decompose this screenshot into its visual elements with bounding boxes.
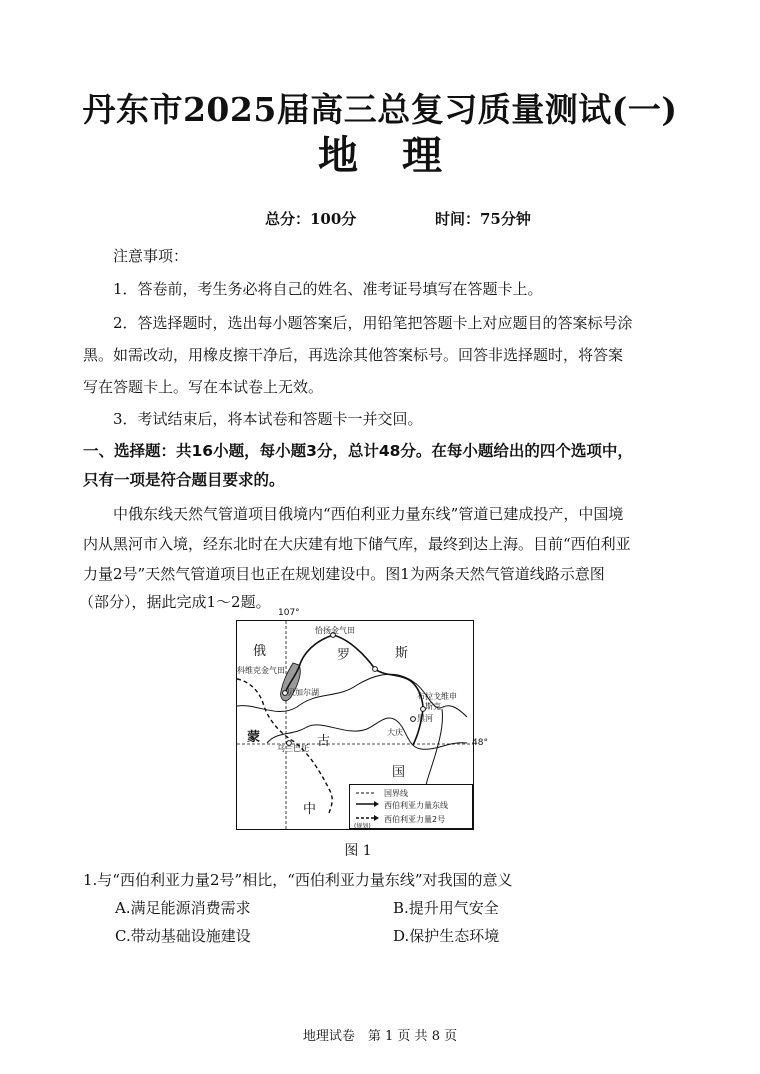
total-score: 总分：100分 — [265, 210, 357, 228]
passage-line-1: 中俄东线天然气管道项目俄境内“西伯利亚力量东线”管道已建成投产，中国境 — [113, 505, 624, 523]
label-blagoveshchensk-1: 布拉戈维申 — [417, 692, 457, 701]
legend-second-arrow — [374, 815, 379, 821]
legend-border-label: 国界线 — [384, 789, 408, 798]
notice-item-2-line-3: 写在答题卡上。写在本试卷上无效。 — [83, 378, 324, 396]
notice-item-2-line-1: 2．答选择题时，选出每小题答案后，用铅笔把答题卡上对应题目的答案标号涂 — [113, 314, 633, 332]
legend-second-label: 西伯利亚力量2号 — [384, 815, 446, 824]
label-country-zhong: 中 — [303, 802, 317, 817]
exam-title: 丹东市2025届高三总复习质量测试(一) — [82, 90, 678, 129]
question-1-option-c: C.带动基础设施建设 — [115, 927, 251, 945]
figure-caption: 图 1 — [344, 843, 372, 859]
question-1-stem: 1.与“西伯利亚力量2号”相比，“西伯利亚力量东线”对我国的意义 — [83, 871, 513, 889]
page-footer: 地理试卷 第 1 页 共 8 页 — [302, 1029, 458, 1044]
longitude-label: 107° — [278, 608, 300, 618]
map-legend — [349, 784, 473, 829]
label-daqing: 大庆 — [387, 728, 403, 737]
label-ulaanbaatar: 乌兰巴托 — [277, 744, 309, 753]
section-1-line-1: 一、选择题：共16小题，每小题3分，总计48分。在每小题给出的四个选项中， — [83, 442, 633, 460]
legend-east-label: 西伯利亚力量东线 — [384, 801, 448, 810]
label-baikal: 贝加尔湖 — [287, 688, 319, 697]
label-blagoveshchensk-2: 斯克 — [425, 702, 441, 711]
notice-item-3: 3．考试结束后，将本试卷和答题卡一并交回。 — [113, 410, 423, 428]
label-kovykta: 科维克金气田 — [237, 666, 285, 675]
label-heihe: 黑河 — [417, 714, 433, 723]
exam-time: 时间：75分钟 — [435, 210, 531, 228]
subject-title: 地理 — [318, 132, 486, 179]
label-country-si: 斯 — [395, 646, 409, 661]
latitude-label: 48° — [472, 738, 488, 748]
question-1-option-b: B.提升用气安全 — [393, 899, 499, 917]
passage-line-2: 内从黑河市入境，经东北时在大庆建有地下储气库，最终到达上海。目前“西伯利亚 — [83, 535, 631, 553]
legend-east-arrow — [374, 801, 379, 807]
question-1-option-d: D.保护生态环境 — [393, 927, 500, 945]
label-chayanda: 恰扬金气田 — [315, 626, 355, 635]
notice-item-2-line-2: 黑。如需改动，用橡皮擦干净后，再选涂其他答案标号。回答非选择题时，将答案 — [83, 346, 624, 364]
notice-item-1: 1．答卷前，考生务必将自己的姓名、准考证号填写在答题卡上。 — [113, 280, 543, 298]
label-country-luo: 罗 — [337, 648, 351, 663]
label-country-e: 俄 — [253, 644, 267, 659]
passage-line-4: （部分），据此完成1～2题。 — [79, 593, 271, 611]
label-country-gu: 古 — [317, 734, 331, 749]
question-1-option-a: A.满足能源消费需求 — [115, 899, 251, 917]
passage-line-3: 力量2号”天然气管道项目也正在规划建设中。图1为两条天然气管道线路示意图 — [83, 565, 605, 583]
node-mid — [373, 667, 378, 672]
node-heihe — [411, 717, 416, 722]
legend-plan-tag: (规划) — [354, 823, 371, 830]
label-country-meng: 蒙 — [247, 730, 261, 745]
label-country-guo: 国 — [392, 765, 406, 780]
section-1-line-2: 只有一项是符合题目要求的。 — [83, 471, 285, 489]
notice-heading: 注意事项： — [113, 247, 189, 265]
